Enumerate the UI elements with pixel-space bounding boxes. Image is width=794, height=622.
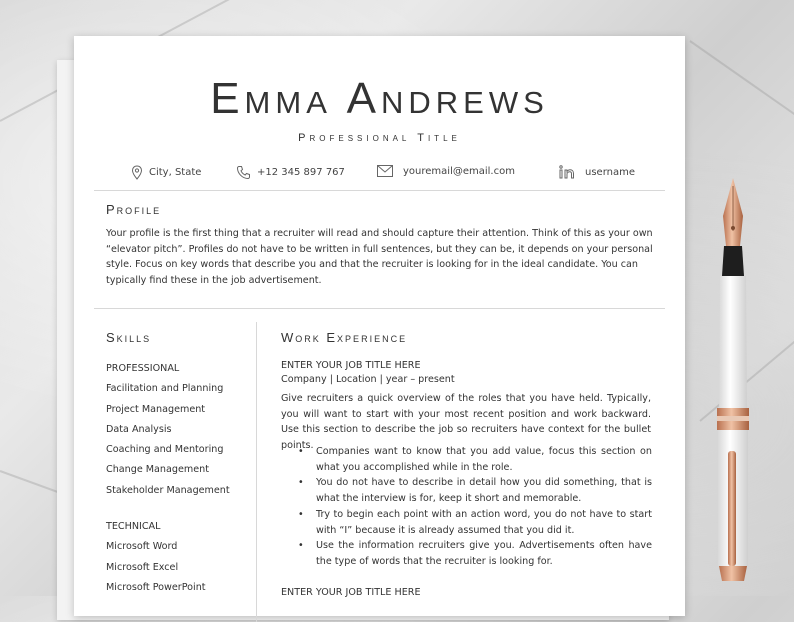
job-summary: Give recruiters a quick overview of the roles that you have held. Typically, you will want to start with your most recent position and work backward. Use this section to describe the job so recruiters have context for the bullet points. bbox=[281, 393, 651, 451]
job-bullet: • You do not have to describe in detail how you did something, that is what the interview is for, keep it short and memorable. bbox=[298, 475, 652, 506]
skills-list bbox=[106, 359, 230, 598]
skills-spacer bbox=[106, 501, 230, 517]
work-heading: Work Experience bbox=[281, 330, 408, 345]
fountain-pen-image bbox=[698, 176, 768, 586]
contact-email bbox=[377, 165, 515, 177]
skill-item: Stakeholder Management bbox=[106, 484, 230, 496]
job-bullet: • Use the information recruiters give you. Advertisements often have the type of words that the recruiter is looking for. bbox=[298, 538, 652, 569]
skill-item: Change Management bbox=[106, 464, 209, 476]
skill-item: Microsoft Word bbox=[106, 541, 178, 553]
profile-text: Your profile is the first thing that a recruiter will read and should capture their attention. Think of this as your own “elevator pitch”. Profiles do not have to be written in full sentences, but they can be, it depends on your personal style. Focus on key words that describe you and that the recruiter is looking for in the ideal candidate. You can typically find these in the job advertisement. bbox=[106, 228, 653, 286]
column-divider bbox=[256, 322, 257, 622]
linkedin-text: username bbox=[585, 166, 635, 178]
phone-icon bbox=[236, 165, 251, 180]
linkedin-icon bbox=[559, 165, 575, 179]
skills-professional-label: PROFESSIONAL bbox=[106, 363, 180, 374]
skills-technical-label: TECHNICAL bbox=[106, 521, 161, 533]
skill-item: Microsoft Excel bbox=[106, 561, 179, 573]
contact-location bbox=[131, 165, 201, 180]
envelope-icon bbox=[377, 165, 393, 177]
job-title: ENTER YOUR JOB TITLE HERE bbox=[281, 360, 421, 371]
phone-text: +12 345 897 767 bbox=[257, 167, 345, 178]
profile-divider bbox=[94, 308, 665, 309]
contact-linkedin bbox=[559, 165, 635, 179]
resume-name: Emma Andrews bbox=[210, 74, 549, 123]
skill-item: Project Management bbox=[106, 403, 206, 415]
contact-divider bbox=[94, 190, 665, 191]
job-meta: Company | Location | year – present bbox=[281, 374, 455, 385]
email-text: youremail@email.com bbox=[403, 165, 515, 177]
location-text: City, State bbox=[149, 167, 202, 178]
skill-item: Microsoft PowerPoint bbox=[106, 581, 206, 593]
resume-sheet bbox=[74, 36, 685, 616]
location-pin-icon bbox=[131, 165, 143, 180]
job-title-2: ENTER YOUR JOB TITLE HERE bbox=[281, 587, 421, 598]
skill-item: Facilitation and Planning bbox=[106, 383, 224, 395]
job-bullet: • Try to begin each point with an action word, you do not have to start with “I” because it is already assumed that you did it. bbox=[298, 507, 652, 538]
job-bullets bbox=[298, 444, 652, 570]
skill-item: Coaching and Mentoring bbox=[106, 444, 224, 456]
professional-title: Professional Title bbox=[298, 132, 461, 144]
profile-heading: Profile bbox=[106, 202, 162, 217]
contact-phone bbox=[236, 165, 345, 180]
skill-item: Data Analysis bbox=[106, 423, 172, 435]
marble-vein bbox=[689, 40, 794, 133]
skills-heading: Skills bbox=[106, 330, 152, 345]
job-bullet: • Companies want to know that you add value, focus this section on what you accomplished while in the role. bbox=[298, 444, 652, 475]
